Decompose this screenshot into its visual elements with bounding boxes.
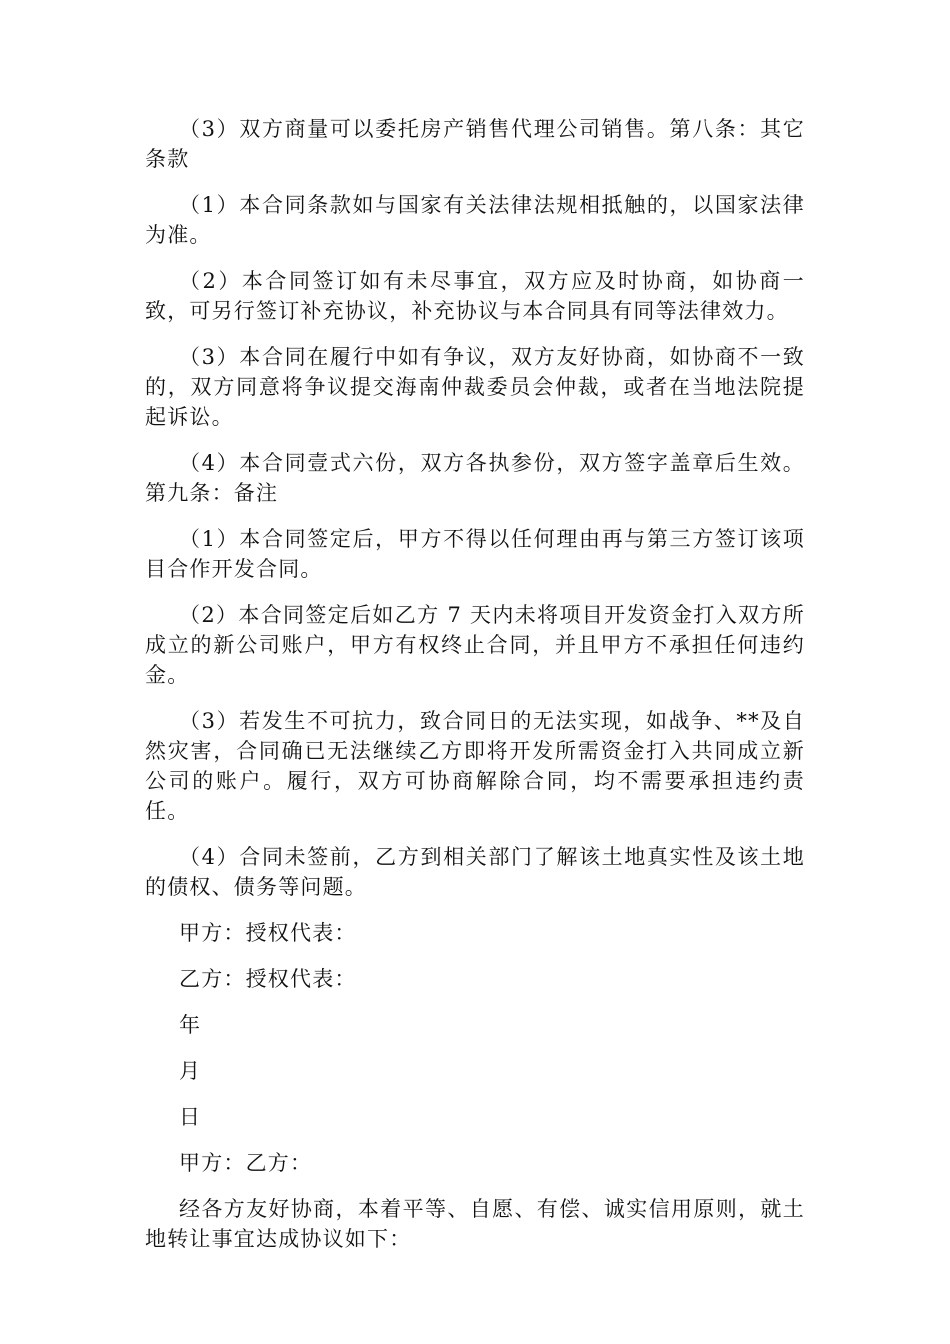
paragraph-clause-3: （3）本合同在履行中如有争议，双方友好协商，如协商不一致的，双方同意将争议提交海南仲裁委员会仲裁，或者在当地法院提起诉讼。 [145, 345, 805, 429]
signature-day: 日 [179, 1105, 202, 1129]
signature-party-a: 甲方：授权代表： [179, 921, 357, 945]
signature-year: 年 [179, 1013, 202, 1037]
signature-party-b: 乙方：授权代表： [179, 967, 357, 991]
paragraph-remark-2: （2）本合同签定后如乙方 7 天内未将项目开发资金打入双方所成立的新公司账户，甲方有权终止合同，并且甲方不承担任何违约金。 [145, 603, 805, 687]
document-page [145, 114, 805, 1270]
paragraph-clause-4: （4）本合同壹式六份，双方各执参份，双方签字盖章后生效。第九条：备注 [145, 451, 805, 505]
paragraph-other-terms-3: （3）双方商量可以委托房产销售代理公司销售。第八条：其它条款 [145, 117, 805, 171]
paragraph-remark-1: （1）本合同签定后，甲方不得以任何理由再与第三方签订该项目合作开发合同。 [145, 527, 805, 581]
signature-month: 月 [179, 1059, 202, 1083]
paragraph-clause-2: （2）本合同签订如有未尽事宜，双方应及时协商，如协商一致，可另行签订补充协议，补充协议与本合同具有同等法律效力。 [145, 269, 805, 323]
signature-parties: 甲方：乙方： [179, 1151, 313, 1175]
paragraph-remark-4: （4）合同未签前，乙方到相关部门了解该土地真实性及该土地的债权、债务等问题。 [145, 845, 805, 899]
agreement-intro: 经各方友好协商，本着平等、自愿、有偿、诚实信用原则，就土地转让事宜达成协议如下： [145, 1197, 805, 1251]
paragraph-remark-3: （3）若发生不可抗力，致合同日的无法实现，如战争、**及自然灾害，合同确已无法继续乙方即将开发所需资金打入共同成立新公司的账户。履行，双方可协商解除合同，均不需要承担违约责任。 [145, 709, 805, 823]
paragraph-clause-1: （1）本合同条款如与国家有关法律法规相抵触的，以国家法律为准。 [145, 193, 805, 247]
